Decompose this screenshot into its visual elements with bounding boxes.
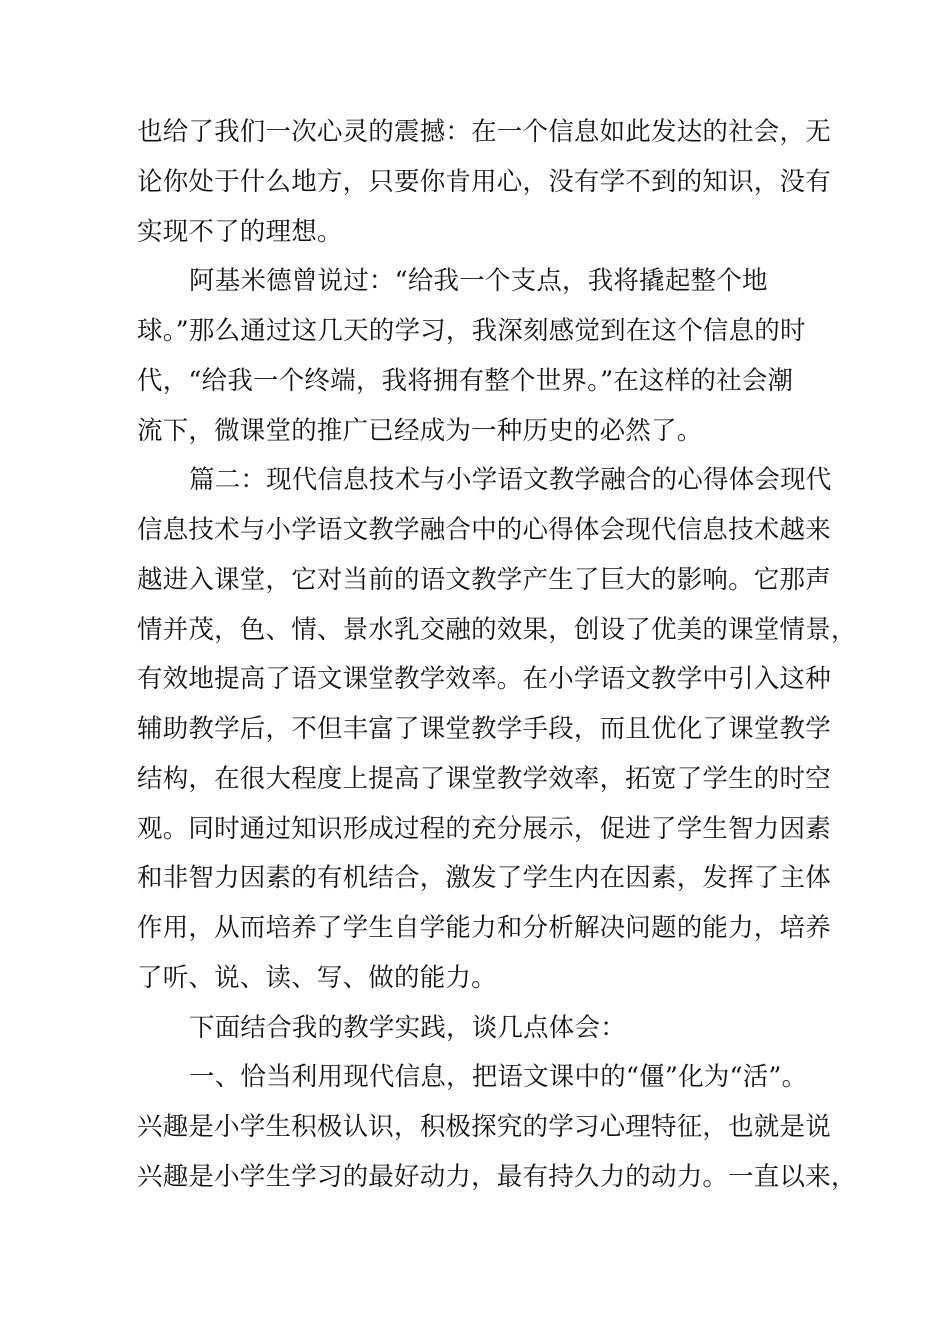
text-line: 有效地提高了语文课堂教学效率。在小学语文教学中引入这种: [137, 664, 831, 694]
text-line: 篇二：现代信息技术与小学语文教学融合的心得体会现代: [189, 465, 832, 495]
text-line: 兴趣是小学生学习的最好动力，最有持久力的动力。一直以来，: [137, 1162, 857, 1192]
text-line: 也给了我们一次心灵的震撼：在一个信息如此发达的社会，无: [137, 117, 831, 147]
text-line: 信息技术与小学语文教学融合中的心得体会现代信息技术越来: [137, 515, 831, 545]
text-line: 一、恰当利用现代信息，把语文课中的“僵”化为“活”。: [189, 1062, 808, 1092]
text-line: 代，“给我一个终端，我将拥有整个世界。”在这样的社会潮: [137, 366, 794, 396]
text-line: 论你处于什么地方，只要你肯用心，没有学不到的知识，没有: [137, 167, 831, 197]
text-line: 和非智力因素的有机结合，激发了学生内在因素，发挥了主体: [137, 863, 831, 893]
text-line: 了听、说、读、写、做的能力。: [137, 963, 497, 993]
text-line: 观。同时通过知识形成过程的充分展示，促进了学生智力因素: [137, 814, 831, 844]
text-line: 球。”那么通过这几天的学习，我深刻感觉到在这个信息的时: [137, 316, 806, 346]
text-line: 越进入课堂，它对当前的语文教学产生了巨大的影响。它那声: [137, 565, 831, 595]
text-line: 辅助教学后，不但丰富了课堂教学手段，而且优化了课堂教学: [137, 714, 831, 744]
text-line: 情并茂，色、情、景水乳交融的效果，创设了优美的课堂情景，: [137, 615, 857, 645]
text-line: 实现不了的理想。: [137, 217, 343, 247]
text-line: 作用，从而培养了学生自学能力和分析解决问题的能力，培养: [137, 913, 831, 943]
text-line: 兴趣是小学生积极认识，积极探究的学习心理特征，也就是说: [137, 1112, 831, 1142]
text-line: 阿基米德曾说过：“给我一个支点，我将撬起整个地: [189, 266, 768, 296]
text-line: 流下，微课堂的推广已经成为一种历史的必然了。: [137, 416, 703, 446]
text-line: 结构，在很大程度上提高了课堂教学效率，拓宽了学生的时空: [137, 764, 831, 794]
text-line: 下面结合我的教学实践，谈几点体会：: [189, 1013, 626, 1043]
